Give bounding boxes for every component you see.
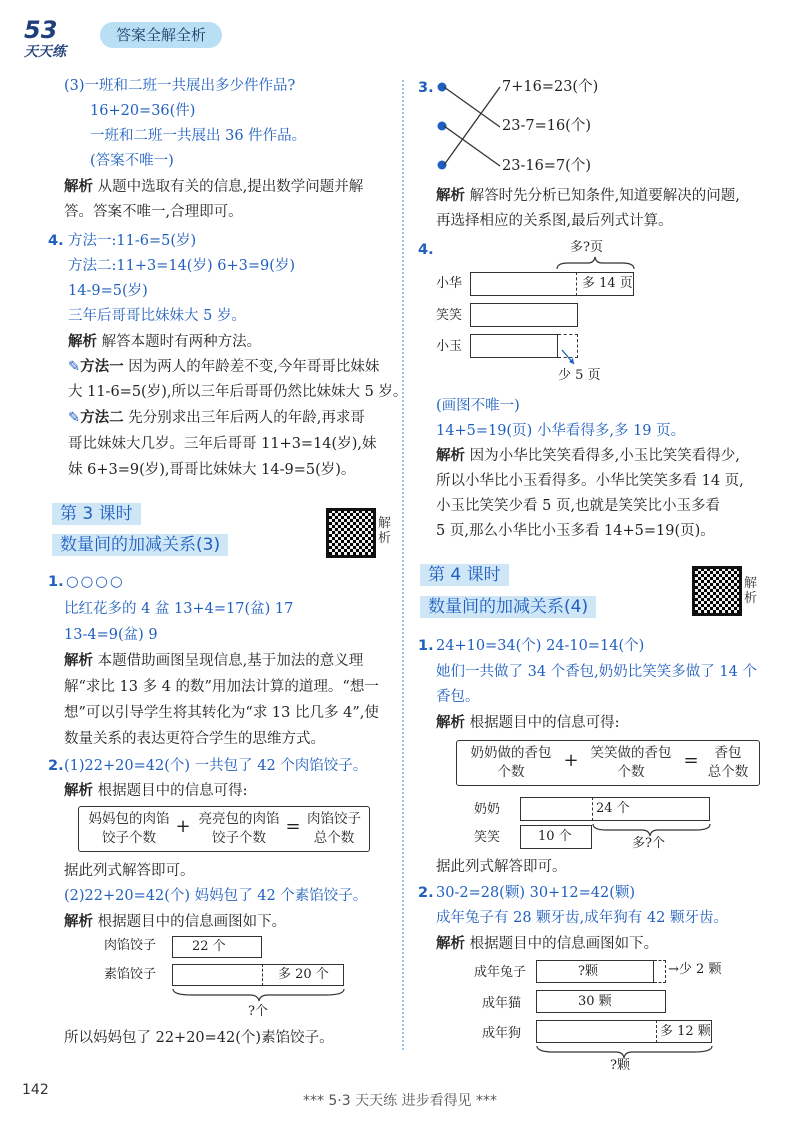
l4q1-conclude: 据此列式解答即可。 [436, 859, 567, 875]
brace-icon [556, 256, 636, 270]
l3q1-analysis3: 想”可以引导学生将其转化为“求 13 比几多 4”,使 [64, 705, 379, 721]
q4-m1-line1: ✎方法一 因为两人的年龄差不变,今年哥哥比妹妹 [68, 358, 380, 375]
q3-3-equation: 16+20=36(件) [90, 103, 196, 119]
bar-value: 24 个 [596, 801, 630, 816]
diagram-label: 素馅饺子 [104, 967, 157, 982]
q4-answer: 三年后哥哥比妹妹大 5 岁。 [68, 308, 246, 324]
r-q4-analysis4: 5 页,那么小华比小玉多看 14+5=19(页)。 [436, 523, 715, 539]
r-q4-analysis3: 小玉比笑笑少看 5 页,也就是笑笑比小玉多看 [436, 498, 721, 514]
q4-method2: 方法二:11+3=14(岁) 6+3=9(岁) [68, 258, 296, 274]
q4-m2-line2: 哥比妹妹大几岁。三年后哥哥 11+3=14(岁),妹 [68, 436, 377, 452]
qr-code-icon[interactable] [326, 508, 376, 558]
r-q3-eq1: 7+16=23(个) [502, 79, 599, 95]
q4-analysis: 解析 解答本题时有两种方法。 [68, 333, 262, 350]
diagram-name: 成年狗 [482, 1026, 522, 1041]
bar-value: ?颗 [578, 964, 598, 979]
l3q2-part1: (1)22+20=42(个) 一共包了 42 个肉馅饺子。 [64, 758, 368, 774]
diagram-name: 成年兔子 [474, 965, 527, 980]
arrow-icon [560, 348, 580, 368]
bar-xiaoxiao [470, 303, 578, 327]
bar-value: 多 14 页 [582, 276, 633, 291]
l3q2-conclude: 据此列式解答即可。 [64, 863, 195, 879]
l3q2-number: 2. [48, 758, 64, 774]
bar-value: 30 颗 [578, 994, 612, 1009]
equals-sign: = [683, 750, 699, 771]
q3-3-answer: 一班和二班一共展出 36 件作品。 [90, 128, 307, 144]
l3q2-part2: (2)22+20=42(个) 妈妈包了 42 个素馅饺子。 [64, 888, 368, 904]
brace-total: ?颗 [610, 1058, 630, 1073]
diagram-name: 小玉 [436, 339, 463, 354]
bar-split [592, 797, 593, 821]
brace-icon [172, 988, 346, 1002]
l4q1-answer1: 她们一共做了 34 个香包,奶奶比笑笑多做了 14 个 [436, 664, 757, 680]
l4q1-answer2: 香包。 [436, 689, 480, 705]
l4q2-analysis: 解析 根据题目中的信息画图如下。 [436, 935, 659, 952]
l4q1-analysis: 解析 根据题目中的信息可得: [436, 714, 620, 731]
footer-slogan: *** 5·3 天天练 进步看得见 *** [302, 1093, 498, 1109]
lesson3-banner-title: 第 3 课时 [52, 503, 141, 525]
formula-term: 亮亮包的肉馅 饺子个数 [198, 811, 280, 846]
formula-term: 奶奶做的香包 个数 [470, 745, 552, 780]
r-q4-eq: 14+5=19(页) 小华看得多,多 19 页。 [436, 423, 686, 439]
qr-label: 解析 [378, 516, 392, 546]
bar-dashed-gap [654, 960, 666, 983]
formula-box-dumplings [78, 806, 370, 852]
matching-lines [434, 78, 504, 178]
q3-3-analysis-line2: 答。答案不唯一,合理即可。 [64, 204, 243, 220]
q4-m2-line1: ✎方法二 先分别求出三年后两人的年龄,再求哥 [68, 409, 365, 426]
r-q4-note: (画图不唯一) [436, 398, 520, 414]
lesson4-banner-title: 第 4 课时 [420, 564, 509, 586]
brace-total: ?个 [248, 1004, 268, 1019]
bar-less-label: →少 2 颗 [668, 962, 722, 977]
bar-value: 多 12 颗 [660, 1024, 711, 1039]
column-divider [402, 80, 404, 1050]
q4-m2-line3: 妹 6+3=9(岁),哥哥比妹妹大 14-9=5(岁)。 [68, 462, 356, 478]
bar-less-label: 少 5 页 [558, 368, 601, 383]
bulb-icon: ✎ [68, 359, 81, 375]
diagram-label: 肉馅饺子 [104, 938, 157, 953]
l3q2-final: 所以妈妈包了 22+20=42(个)素馅饺子。 [64, 1030, 334, 1046]
diagram-name: 笑笑 [436, 308, 463, 323]
l4q1-eq: 24+10=34(个) 24-10=14(个) [436, 638, 645, 654]
formula-term: 笑笑做的香包 个数 [590, 745, 672, 780]
r-q3-eq2: 23-7=16(个) [502, 118, 591, 134]
q4-method2b: 14-9=5(岁) [68, 283, 148, 299]
lesson4-banner-subtitle: 数量间的加减关系(4) [420, 596, 596, 618]
r-q3-analysis2: 再选择相应的关系图,最后列式计算。 [436, 213, 673, 229]
r-q3-number: 3. [418, 80, 434, 96]
r-q4-analysis1: 解析 因为小华比笑笑看得多,小玉比笑笑看得少, [436, 447, 740, 464]
formula-box-sachets [456, 740, 760, 786]
q3-3-question: (3)一班和二班一共展出多少件作品? [64, 78, 296, 94]
q3-3-analysis-line1: 解析 从题中选取有关的信息,提出数学问题并解 [64, 178, 364, 195]
diagram-name: 笑笑 [474, 830, 501, 845]
bar-value: 多 20 个 [278, 967, 329, 982]
l4q2-eq: 30-2=28(颗) 30+12=42(颗) [436, 885, 636, 901]
formula-term: 肉馅饺子 总个数 [307, 811, 361, 846]
q4-number: 4. [48, 233, 64, 249]
diagram-name: 小华 [436, 276, 463, 291]
formula-term: 香包 总个数 [707, 745, 749, 780]
page-number: 142 [22, 1082, 49, 1098]
svg-text:53: 53 [24, 16, 58, 44]
formula-term: 妈妈包的肉馅 饺子个数 [88, 811, 170, 846]
diagram-name: 奶奶 [474, 802, 501, 817]
bar-split [576, 272, 577, 296]
bar-split [656, 1020, 657, 1043]
brace-more-label: 多?个 [632, 836, 665, 851]
l4q2-answer: 成年兔子有 28 颗牙齿,成年狗有 42 颗牙齿。 [436, 910, 728, 926]
r-q3-eq3: 23-16=7(个) [502, 158, 591, 174]
l3q2-analysis2: 解析 根据题目中的信息画图如下。 [64, 913, 287, 930]
header-title: 答案全解全析 [100, 22, 222, 48]
l3q1-analysis4: 数量关系的表达更符合学生的思维方式。 [64, 731, 325, 747]
brace-more-label: 多?页 [570, 240, 603, 255]
l3q1-analysis2: 解“求比 13 多 4 的数”用加法计算的道理。“想一 [64, 679, 379, 695]
svg-text:天天练: 天天练 [24, 44, 66, 58]
l3q1-analysis1: 解析 本题借助画图呈现信息,基于加法的意义理 [64, 652, 364, 669]
bulb-icon: ✎ [68, 410, 81, 426]
l3q1-line2: 13-4=9(盆) 9 [64, 627, 158, 643]
r-q4-number: 4. [418, 242, 434, 258]
l3q2-analysis1: 解析 根据题目中的信息可得: [64, 782, 248, 799]
bar-xiaoyu [470, 334, 558, 358]
plus-sign: + [175, 816, 191, 837]
l4q2-number: 2. [418, 885, 434, 901]
bar-split [262, 964, 263, 986]
diagram-name: 成年猫 [482, 996, 522, 1011]
l4q1-number: 1. [418, 638, 434, 654]
equals-sign: = [285, 816, 301, 837]
r-q4-analysis2: 所以小华比小玉看得多。小华比笑笑多看 14 页, [436, 473, 744, 489]
r-q3-analysis1: 解析 解答时先分析已知条件,知道要解决的问题, [436, 187, 740, 204]
plus-sign: + [563, 750, 579, 771]
l3q1-number: 1. [48, 574, 64, 590]
bar-value: 22 个 [192, 939, 226, 954]
l3q1-line1: 比红花多的 4 盆 13+4=17(盆) 17 [64, 601, 294, 617]
qr-code-icon[interactable] [692, 566, 742, 616]
q4-method1: 方法一:11-6=5(岁) [68, 233, 197, 249]
logo-53-icon [22, 14, 104, 58]
lesson3-banner-subtitle: 数量间的加减关系(3) [52, 534, 228, 556]
q4-m1-line2: 大 11-6=5(岁),所以三年后哥哥仍然比妹妹大 5 岁。 [68, 384, 408, 400]
qr-label: 解析 [744, 576, 758, 606]
q3-3-note: (答案不唯一) [90, 153, 174, 169]
bar-value: 10 个 [538, 829, 572, 844]
l3q1-circles: ○○○○ [66, 574, 125, 590]
